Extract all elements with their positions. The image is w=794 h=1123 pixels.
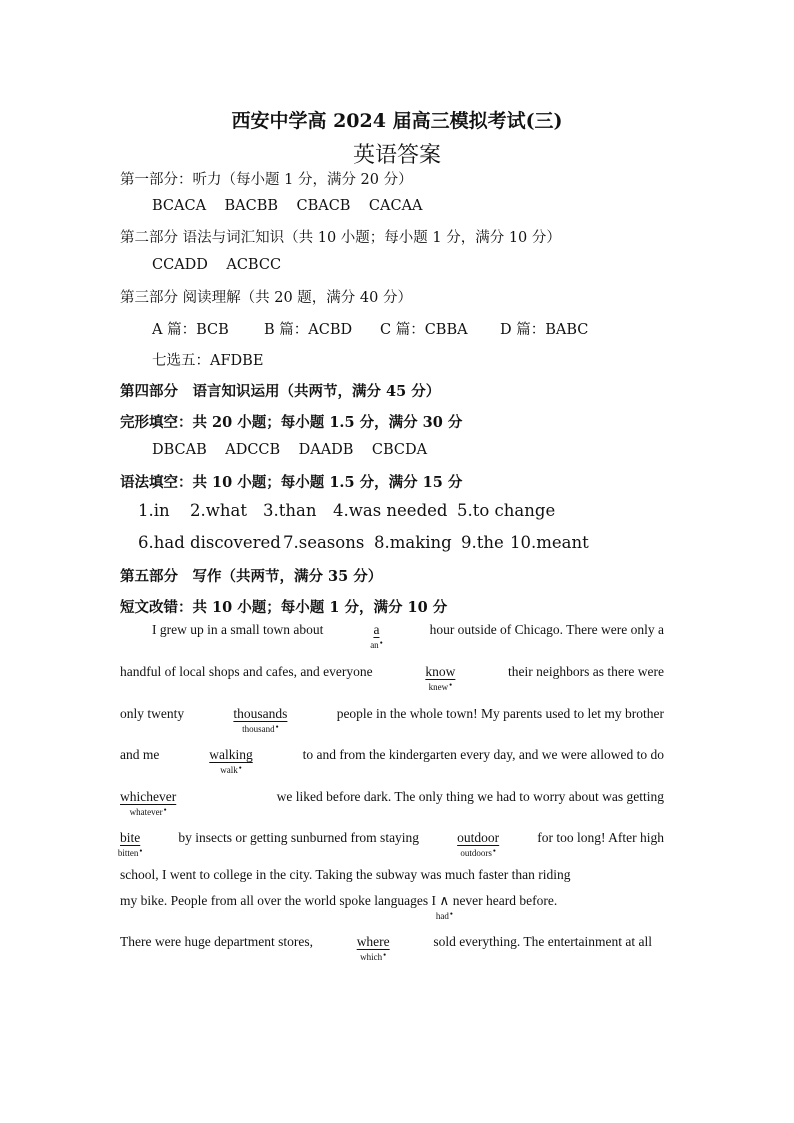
passage-text: I grew up in a small town about [152,622,324,637]
passage-text: their neighbors as there were [508,664,664,679]
answer-group: DAADB [298,442,354,458]
correction-line-8 [120,893,558,921]
correction-word: knew ● [429,682,453,692]
cloze-answers [152,442,427,458]
correction-line-7: school, I went to college in the city. Taking the subway was much faster than riding [120,867,571,882]
correction-word: an ● [370,640,383,650]
cloze-heading: 完形填空：共 20 小题；每小题 1.5 分，满分 30 分 [120,414,463,431]
answer-group: ADCCB [225,442,281,458]
grammar-answer: 7.seasons [283,533,365,552]
answer-group: CBCDA [371,442,428,458]
grammar-answer: 8.making [374,533,452,552]
answer-group: CACAA [368,198,423,214]
grammar-answer: 10.meant [510,533,589,552]
grammar-row-2 [138,533,589,552]
part1-answers [152,198,423,214]
error-word: thousands thousand ● [233,706,287,722]
correction-line-3 [120,706,664,734]
passage-answer: A 篇：BCB [152,322,229,338]
correction-line-6 [117,830,664,858]
grammar-answer: 5.to change [457,501,556,520]
part2-heading: 第二部分 语法与词汇知识（共 10 小题；每小题 1 分，满分 10 分） [120,230,561,246]
answer-group: CCADD [152,257,208,273]
answer-group: CBACB [296,198,351,214]
passage-text: for too long! After high [537,830,664,845]
correction-line-4 [120,747,664,775]
part1-heading: 第一部分：听力（每小题 1 分，满分 20 分） [120,172,413,188]
passage-answer: D 篇：BABC [500,322,589,338]
passage-answer: C 篇：CBBA [380,322,468,338]
grammar-answer: 6.had discovered [138,533,281,552]
grammar-answer: 1.in [138,501,170,520]
correction-word: outdoors ● [460,848,496,858]
correction-line-9 [120,934,652,962]
correction-word: had ● [436,911,453,921]
part5-heading: 第五部分 写作（共两节，满分 35 分） [120,568,383,585]
correction-line-5 [120,789,664,817]
passage-text: to and from the kindergarten every day, and we were allowed to do [302,747,664,762]
passage-text: my bike. People from all over the world spoke languages I [120,893,437,908]
part3-heading: 第三部分 阅读理解（共 20 题，满分 40 分） [120,290,412,306]
grammar-heading: 语法填空：共 10 小题；每小题 1.5 分，满分 15 分 [120,474,463,491]
answer-group: ACBCC [226,257,282,273]
grammar-row-1 [138,501,555,520]
passage-text: handful of local shops and cafes, and everyone [120,664,373,679]
passage-text: people in the whole town! My parents used to let my brother [336,706,664,721]
correction-heading: 短文改错：共 10 小题；每小题 1 分，满分 10 分 [120,599,448,616]
grammar-answer: 2.what [190,501,247,520]
answer-group: DBCAB [152,442,207,458]
correction-word: which ● [360,952,386,962]
part4-heading: 第四部分 语言知识运用（共两节，满分 45 分） [120,383,441,400]
passage-answer: B 篇：ACBD [264,322,353,338]
error-word: a an ● [373,622,379,638]
passage-text: never heard before. [452,893,558,908]
correction-word: whatever ● [130,807,167,817]
correction-word: bitten ● [118,848,143,858]
seven-choose-five: 七选五：AFDBE [152,353,264,369]
correction-line-1 [120,622,664,650]
part2-answers [152,257,281,273]
part3-passages [152,318,588,339]
passage-text: and me [120,747,160,762]
correction-line-2 [120,664,664,692]
error-word: whichever whatever ● [120,789,176,805]
error-word: know knew ● [425,664,455,680]
error-word: where which ● [357,934,390,950]
passage-text: by insects or getting sunburned from staying [178,830,420,845]
answer-group: BCACA [152,198,207,214]
correction-word: thousand ● [242,724,279,734]
error-word: outdoor outdoors ● [457,830,499,846]
exam-subtitle: 英语答案 [352,143,441,168]
insertion-caret: ∧ had ● [439,893,449,909]
correction-word: walk ● [220,765,242,775]
grammar-answer: 4.was needed [333,501,448,520]
passage-text: There were huge department stores, [120,934,314,949]
passage-text: sold everything. The entertainment at all [433,934,652,949]
grammar-answer: 3.than [263,501,317,520]
passage-text: we liked before dark. The only thing we had to worry about was getting [276,789,664,804]
passage-text: hour outside of Chicago. There were only a [429,622,664,637]
exam-title: 西安中学高 2024 届高三模拟考试(三) [231,110,563,132]
answer-group: BACBB [224,198,279,214]
error-word: bite bitten ● [120,830,140,846]
passage-text: only twenty [120,706,185,721]
grammar-answer: 9.the [461,533,504,552]
error-word: walking walk ● [209,747,253,763]
